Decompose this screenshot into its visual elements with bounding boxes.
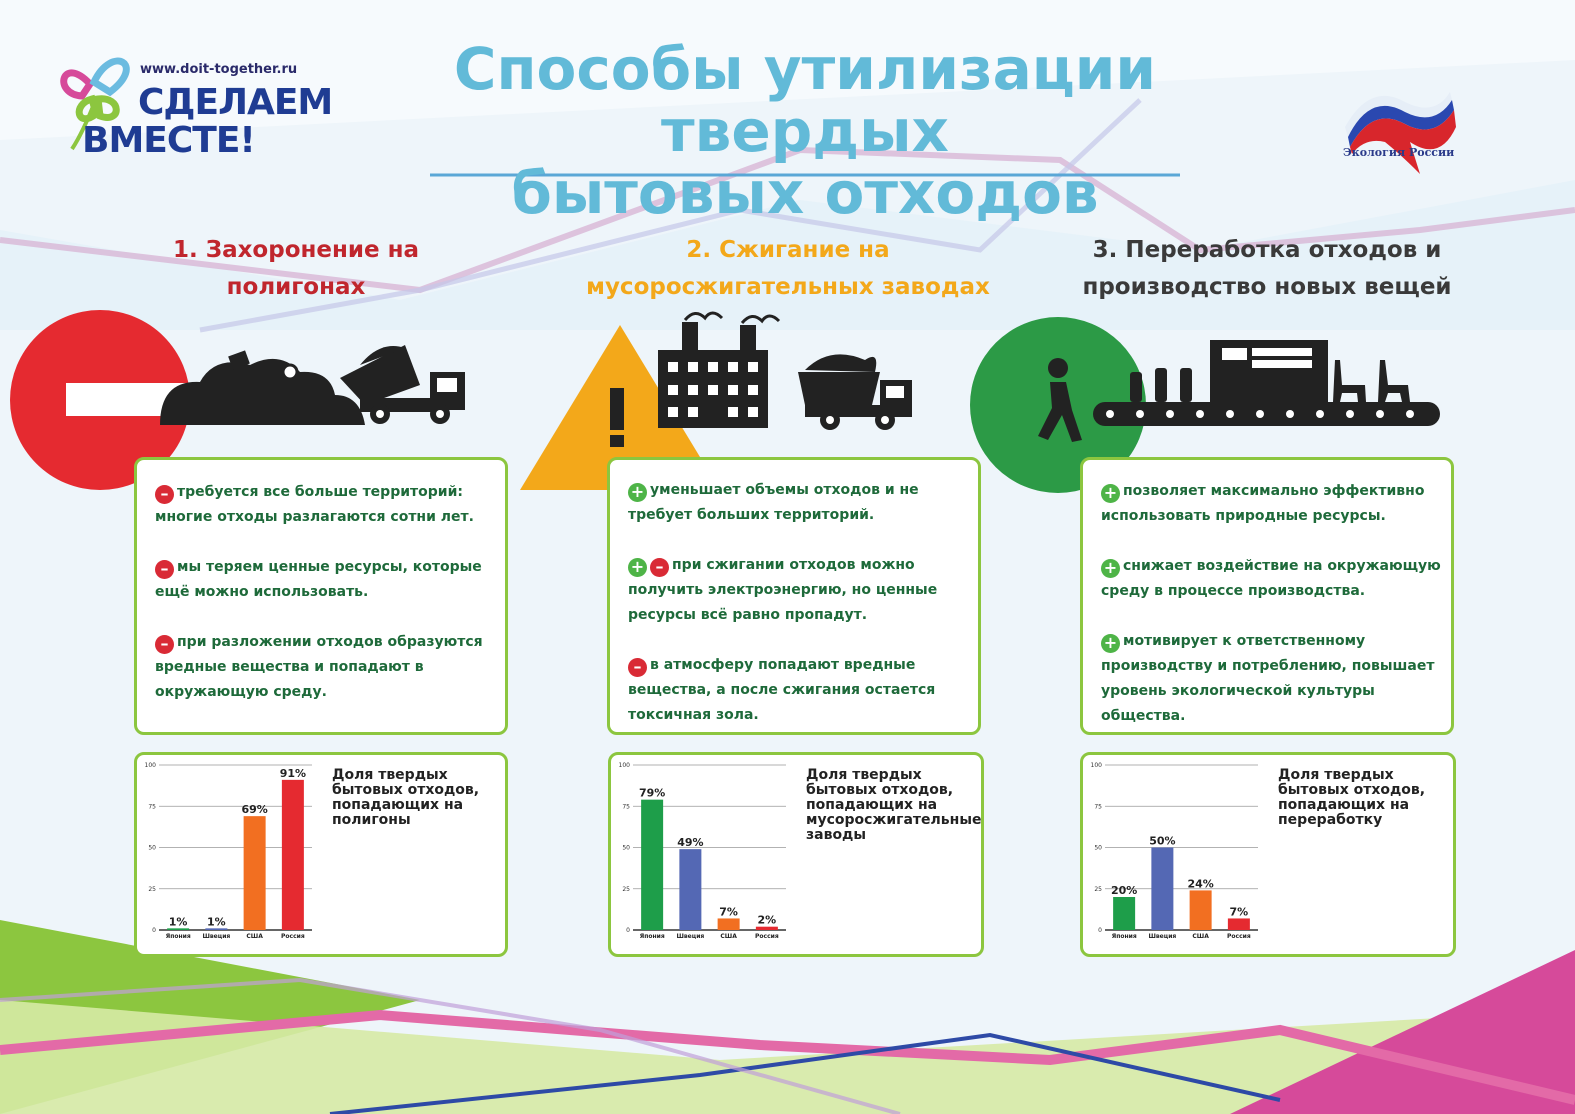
point-text: в атмосферу попадают вредные вещества, а после сжигания остается токсичная зола. — [628, 657, 936, 723]
heading-recycling-line1: 3. Переработка отходов и — [1092, 237, 1442, 263]
x-tick-label: США — [246, 933, 263, 940]
chart-title: Доля твердых бытовых отходов, попадающих на мусоросжигательные заводы — [806, 767, 982, 843]
pros-cons-recycling — [1080, 457, 1454, 735]
title-line2: бытовых отходов — [511, 159, 1099, 227]
y-tick-label: 25 — [148, 885, 156, 893]
x-tick-label: Россия — [755, 933, 779, 940]
point-recycling-3 — [1101, 629, 1441, 729]
point-landfill-3 — [155, 630, 495, 705]
point-landfill-2 — [155, 555, 495, 605]
y-tick-label: 25 — [622, 885, 630, 893]
chart-landfill — [134, 752, 508, 957]
logo-url: www.doit-together.ru — [140, 62, 298, 77]
x-tick-label: Япония — [639, 933, 665, 940]
point-incineration-1 — [628, 478, 968, 528]
point-text: уменьшает объемы отходов и не требует больших территорий. — [628, 482, 919, 523]
point-recycling-2 — [1101, 554, 1441, 604]
bar — [1113, 897, 1135, 930]
point-landfill-1 — [155, 480, 495, 530]
heading-incineration-line2: мусоросжигательных заводах — [586, 274, 990, 300]
bar — [756, 927, 778, 930]
recycling-plant-icon — [1093, 340, 1440, 426]
point-recycling-1 — [1101, 479, 1441, 529]
bar — [679, 849, 701, 930]
y-tick-label: 100 — [144, 762, 156, 769]
plus-icon: + — [1101, 484, 1120, 503]
y-tick-label: 75 — [148, 803, 156, 811]
bar-value-label: 20% — [1110, 884, 1138, 897]
garbage-truck-icon — [798, 354, 912, 430]
plus-icon: + — [1101, 559, 1120, 578]
y-tick-label: 100 — [618, 762, 630, 769]
minus-icon: – — [155, 485, 174, 504]
bar-value-label: 91% — [279, 766, 307, 780]
chart-incineration — [608, 752, 984, 957]
heading-landfill — [86, 232, 506, 306]
bar — [641, 800, 663, 930]
chart-landfill-plot — [137, 755, 327, 950]
landfill-garbage-icon — [160, 350, 365, 425]
bar-value-label: 7% — [719, 905, 738, 919]
incineration-plant-icon — [658, 313, 779, 428]
heading-incineration — [578, 232, 998, 306]
point-text: требуется все больше территорий: многие отходы разлагаются сотни лет. — [155, 484, 474, 525]
y-tick-label: 50 — [148, 844, 156, 852]
chart-incineration-plot — [611, 755, 801, 950]
point-text: мы теряем ценные ресурсы, которые ещё можно использовать. — [155, 559, 482, 600]
bar-value-label: 79% — [638, 786, 666, 800]
x-tick-label: Россия — [281, 933, 305, 940]
chart-recycling — [1080, 752, 1456, 957]
x-tick-label: Швеция — [202, 933, 231, 940]
bar-value-label: 2% — [757, 913, 777, 927]
bar-value-label: 7% — [1229, 905, 1249, 919]
bar — [167, 928, 189, 930]
point-text: позволяет максимально эффективно использовать природные ресурсы. — [1101, 483, 1425, 524]
y-tick-label: 0 — [1098, 927, 1102, 934]
point-incineration-3 — [628, 653, 968, 728]
y-tick-label: 75 — [622, 803, 630, 811]
point-text: снижает воздействие на окружающую среду в процессе производства. — [1101, 558, 1441, 599]
eco-logo-text: Экология России — [1343, 146, 1455, 159]
bar-value-label: 69% — [241, 803, 268, 817]
bar — [718, 918, 740, 930]
point-text: при разложении отходов образуются вредные вещества и попадают в окружающую среду. — [155, 634, 483, 700]
y-tick-label: 0 — [626, 927, 630, 934]
page-title — [300, 35, 1310, 227]
bar — [205, 928, 227, 930]
x-tick-label: США — [720, 933, 737, 940]
logo-wordmark — [82, 84, 332, 160]
bar — [1190, 890, 1212, 930]
chart-title: Доля твердых бытовых отходов, попадающих на переработку — [1278, 767, 1426, 828]
y-tick-label: 0 — [152, 927, 156, 934]
logo-text-line2: ВМЕСТЕ! — [82, 120, 255, 161]
bar-value-label: 1% — [207, 915, 226, 929]
bar — [1228, 918, 1250, 930]
plus-icon: + — [628, 558, 647, 577]
y-tick-label: 100 — [1090, 762, 1102, 769]
x-tick-label: Япония — [1111, 933, 1137, 940]
y-tick-label: 75 — [1094, 803, 1102, 811]
x-tick-label: США — [1192, 933, 1209, 940]
point-text: мотивирует к ответственному производству и потреблению, повышает уровень экологической культуры общества. — [1101, 633, 1435, 724]
bar — [244, 816, 266, 930]
minus-icon: – — [155, 560, 174, 579]
bar-value-label: 49% — [677, 836, 704, 850]
title-line1: Способы утилизации твердых — [453, 35, 1157, 165]
bar — [282, 780, 304, 930]
minus-icon: – — [155, 635, 174, 654]
x-tick-label: Швеция — [1148, 933, 1177, 940]
x-tick-label: Швеция — [676, 933, 705, 940]
pros-cons-incineration — [607, 457, 981, 735]
minus-icon: – — [650, 558, 669, 577]
minus-icon: – — [628, 658, 647, 677]
logo-text-line1: СДЕЛАЕМ — [138, 82, 333, 123]
heading-incineration-line1: 2. Сжигание на — [686, 237, 890, 263]
bar-value-label: 1% — [168, 915, 188, 929]
point-incineration-2 — [628, 553, 968, 628]
y-tick-label: 50 — [1094, 844, 1102, 852]
chart-recycling-plot — [1083, 755, 1273, 950]
x-tick-label: Япония — [165, 933, 191, 940]
plus-icon: + — [628, 483, 647, 502]
bar-value-label: 50% — [1149, 834, 1176, 848]
y-tick-label: 50 — [622, 844, 630, 852]
point-text: при сжигании отходов можно получить электроэнергию, но ценные ресурсы всё равно пропадут. — [628, 557, 938, 623]
heading-recycling — [1052, 232, 1482, 306]
x-tick-label: Россия — [1227, 933, 1251, 940]
bar-value-label: 24% — [1187, 877, 1214, 891]
heading-landfill-line2: полигонах — [226, 274, 366, 300]
russian-flag-logo-icon — [1340, 82, 1460, 182]
y-tick-label: 25 — [1094, 885, 1102, 893]
heading-landfill-line1: 1. Захоронение на — [172, 237, 420, 263]
heading-recycling-line2: производство новых вещей — [1082, 274, 1452, 300]
bar — [1151, 848, 1173, 931]
chart-title: Доля твердых бытовых отходов, попадающих на полигоны — [332, 767, 480, 828]
pros-cons-landfill — [134, 457, 508, 735]
plus-icon: + — [1101, 634, 1120, 653]
